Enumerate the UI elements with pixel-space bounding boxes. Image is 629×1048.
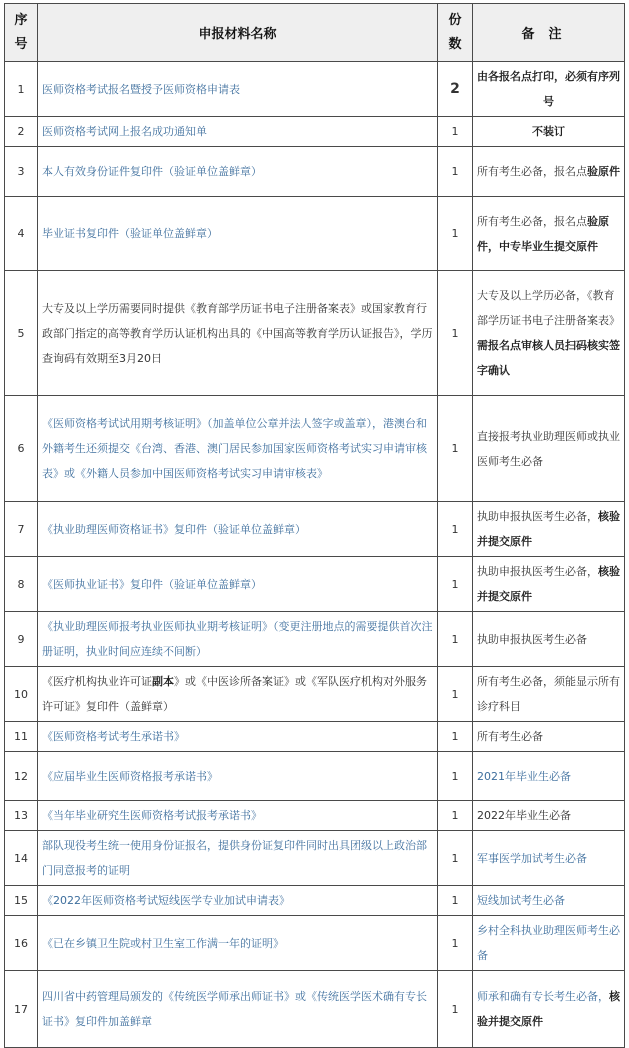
row-count: 1 [438, 831, 473, 886]
row-count: 1 [438, 722, 473, 752]
row-material: 医师资格考试网上报名成功通知单 [38, 117, 438, 147]
header-copies: 份 数 [438, 4, 473, 62]
row-count: 1 [438, 801, 473, 831]
header-remark: 备注 [473, 4, 625, 62]
row-index: 1 [5, 62, 38, 117]
table-row [5, 916, 625, 971]
row-index: 10 [5, 667, 38, 722]
row-index: 16 [5, 916, 38, 971]
row-material: 《执业助理医师报考执业医师执业期考核证明》（变更注册地点的需要提供首次注册证明，执业时间应连续不间断） [38, 612, 438, 667]
table-row [5, 971, 625, 1048]
row-count: 1 [438, 752, 473, 801]
row-remark: 执助申报执医考生必备 [473, 612, 625, 667]
row-index: 7 [5, 502, 38, 557]
row-index: 4 [5, 197, 38, 271]
row-index: 3 [5, 147, 38, 197]
table-row [5, 147, 625, 197]
row-remark: 2022年毕业生必备 [473, 801, 625, 831]
row-remark: 所有考生必备，报名点验原件，中专毕业生提交原件 [473, 197, 625, 271]
row-remark: 执助申报执医考生必备，核验并提交原件 [473, 502, 625, 557]
table-row [5, 117, 625, 147]
row-material: 《已在乡镇卫生院或村卫生室工作满一年的证明》 [38, 916, 438, 971]
row-count: 1 [438, 612, 473, 667]
row-remark: 所有考生必备 [473, 722, 625, 752]
row-material: 四川省中药管理局颁发的《传统医学师承出师证书》或《传统医学医术确有专长证书》复印件加盖鲜章 [38, 971, 438, 1048]
table-row [5, 557, 625, 612]
row-remark: 师承和确有专长考生必备，核验并提交原件 [473, 971, 625, 1048]
row-material: 部队现役考生统一使用身份证报名，提供身份证复印件同时出具团级以上政治部门同意报考的证明 [38, 831, 438, 886]
row-material: 《执业助理医师资格证书》复印件（验证单位盖鲜章） [38, 502, 438, 557]
table-row [5, 722, 625, 752]
row-material: 《应届毕业生医师资格报考承诺书》 [38, 752, 438, 801]
row-material: 《2022年医师资格考试短线医学专业加试申请表》 [38, 886, 438, 916]
row-index: 13 [5, 801, 38, 831]
row-remark: 不装订 [473, 117, 625, 147]
row-material: 大专及以上学历需要同时提供《教育部学历证书电子注册备案表》或国家教育行政部门指定的高等教育学历认证机构出具的《中国高等教育学历认证报告》，学历查询码有效期至3月20日 [38, 271, 438, 396]
row-count: 1 [438, 396, 473, 502]
row-material: 本人有效身份证件复印件（验证单位盖鲜章） [38, 147, 438, 197]
table-row [5, 752, 625, 801]
table-header [5, 4, 625, 62]
row-material: 《医师执业证书》复印件（验证单位盖鲜章） [38, 557, 438, 612]
table-row [5, 886, 625, 916]
table-row [5, 502, 625, 557]
row-index: 17 [5, 971, 38, 1048]
row-remark: 由各报名点打印，必须有序列号 [473, 62, 625, 117]
header-name: 申报材料名称 [38, 4, 438, 62]
row-material: 医师资格考试报名暨授予医师资格申请表 [38, 62, 438, 117]
row-count: 1 [438, 147, 473, 197]
table-row [5, 667, 625, 722]
row-index: 12 [5, 752, 38, 801]
table-row [5, 612, 625, 667]
row-material: 《当年毕业研究生医师资格考试报考承诺书》 [38, 801, 438, 831]
row-index: 9 [5, 612, 38, 667]
row-remark: 2021年毕业生必备 [473, 752, 625, 801]
row-remark: 所有考生必备，报名点验原件 [473, 147, 625, 197]
row-index: 2 [5, 117, 38, 147]
row-remark: 乡村全科执业助理医师考生必备 [473, 916, 625, 971]
row-remark: 大专及以上学历必备，《教育部学历证书电子注册备案表》需报名点审核人员扫码核实签字确认 [473, 271, 625, 396]
materials-table [4, 3, 625, 1048]
row-index: 14 [5, 831, 38, 886]
row-count: 1 [438, 667, 473, 722]
row-index: 11 [5, 722, 38, 752]
row-count: 1 [438, 886, 473, 916]
row-remark: 执助申报执医考生必备，核验并提交原件 [473, 557, 625, 612]
row-index: 6 [5, 396, 38, 502]
row-remark: 军事医学加试考生必备 [473, 831, 625, 886]
row-count: 1 [438, 916, 473, 971]
header-seq: 序 号 [5, 4, 38, 62]
table-row [5, 197, 625, 271]
row-index: 8 [5, 557, 38, 612]
row-remark: 短线加试考生必备 [473, 886, 625, 916]
row-material: 《医师资格考试考生承诺书》 [38, 722, 438, 752]
row-material: 《医疗机构执业许可证副本》或《中医诊所备案证》或《军队医疗机构对外服务许可证》复印件（盖鲜章） [38, 667, 438, 722]
row-remark: 所有考生必备，须能显示所有诊疗科目 [473, 667, 625, 722]
row-remark: 直接报考执业助理医师或执业医师考生必备 [473, 396, 625, 502]
row-count: 2 [438, 62, 473, 117]
row-index: 15 [5, 886, 38, 916]
table-row [5, 271, 625, 396]
row-count: 1 [438, 117, 473, 147]
row-count: 1 [438, 502, 473, 557]
row-count: 1 [438, 271, 473, 396]
table-row [5, 831, 625, 886]
row-count: 1 [438, 197, 473, 271]
row-material: 《医师资格考试试用期考核证明》（加盖单位公章并法人签字或盖章），港澳台和外籍考生还须提交《台湾、香港、澳门居民参加国家医师资格考试实习申请审核表》或《外籍人员参加中国医师资格考试实习申请审核表》 [38, 396, 438, 502]
row-material: 毕业证书复印件（验证单位盖鲜章） [38, 197, 438, 271]
table-row [5, 801, 625, 831]
row-index: 5 [5, 271, 38, 396]
table-row [5, 396, 625, 502]
row-count: 1 [438, 971, 473, 1048]
table-row [5, 62, 625, 117]
row-count: 1 [438, 557, 473, 612]
